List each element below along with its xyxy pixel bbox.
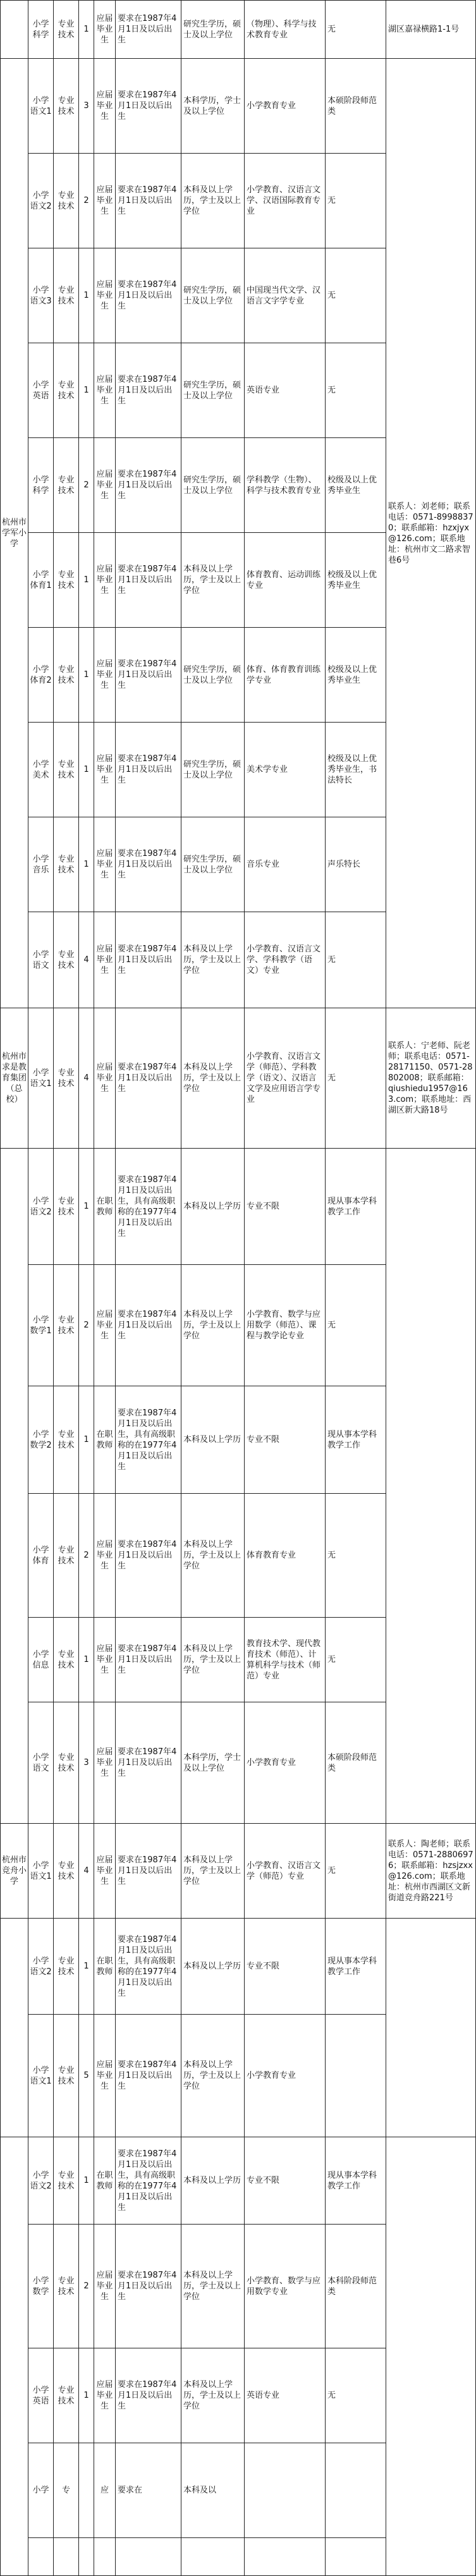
major-cell: 专业不限	[245, 1149, 326, 1265]
type-cell: 应届毕业生	[94, 628, 116, 723]
type-cell: 在职教师	[94, 1386, 116, 1494]
education-cell: 本科及以上学历	[181, 1386, 245, 1494]
major-cell: 小学教育专业	[245, 1702, 326, 1824]
count-cell: 1	[79, 248, 94, 343]
count-cell: 1	[79, 1386, 94, 1494]
education-cell: 本科及以上学历	[181, 2137, 245, 2225]
type-cell: 应届毕业生	[94, 2225, 116, 2348]
category-cell: 专业技术	[54, 723, 79, 817]
count-cell: 2	[79, 2225, 94, 2348]
count-cell: 4	[79, 912, 94, 1008]
count-cell: 4	[79, 1008, 94, 1149]
major-cell: 体育教育、运动训练专业	[245, 533, 326, 628]
school-cell	[1, 1, 28, 59]
post-cell: 小学英语	[28, 343, 54, 438]
education-cell: 本科及以上学历	[181, 1919, 245, 2015]
other-cell: 无	[326, 248, 386, 343]
age-cell: 要求在1987年4月1日及以后出生	[116, 2015, 181, 2137]
education-cell: 本科及以上学历，学士及以上学位	[181, 1494, 245, 1618]
count-cell: 1	[79, 1, 94, 59]
type-cell: 应届毕业生	[94, 2015, 116, 2137]
education-cell: 研究生学历，硕士及以上学位	[181, 248, 245, 343]
post-cell: 小学语文3	[28, 248, 54, 343]
category-cell: 专业技术	[54, 1265, 79, 1386]
other-cell: 本硕阶段师范类	[326, 1702, 386, 1824]
age-cell: 要求在1987年4月1日及以后出生	[116, 1265, 181, 1386]
category-cell	[54, 2538, 79, 2576]
education-cell: 本科及以上学历，学士及以上学位	[181, 2015, 245, 2137]
age-cell: 要求在1987年4月1日及以后出生，具有高级职称的在1977年4月1日及以后出生	[116, 1149, 181, 1265]
other-cell: 无	[326, 1618, 386, 1702]
age-cell: 要求在1987年4月1日及以后出生	[116, 248, 181, 343]
post-cell: 小学英语	[28, 2348, 54, 2443]
type-cell: 应届毕业生	[94, 1008, 116, 1149]
table-row	[1, 1919, 476, 2015]
post-cell: 小学语文2	[28, 1919, 54, 2015]
other-cell: 本硕阶段师范类	[326, 59, 386, 154]
other-cell: 无	[326, 1, 386, 59]
table-row	[1, 1, 476, 59]
count-cell: 2	[79, 154, 94, 248]
other-cell: 校级及以上优秀毕业生	[326, 628, 386, 723]
count-cell: 1	[79, 533, 94, 628]
other-cell: 现从事本学科教学工作	[326, 1919, 386, 2015]
post-cell: 小学数学	[28, 2225, 54, 2348]
contact-cell: 联系人：刘老师；联系电话：0571-89988370；联系邮箱：hzxjyx@126.com；联系地址：杭州市文二路求智巷6号	[386, 59, 476, 1008]
type-cell: 应届毕业生	[94, 154, 116, 248]
other-cell: 无	[326, 2348, 386, 2443]
major-cell: 专业不限	[245, 1386, 326, 1494]
major-cell: 小学教育、数学与应用数学专业	[245, 2225, 326, 2348]
type-cell: 应届毕业生	[94, 343, 116, 438]
education-cell: 本科学历，学士及以上学位	[181, 59, 245, 154]
other-cell: 无	[326, 1494, 386, 1618]
other-cell	[326, 2015, 386, 2137]
education-cell: 本科及以上学历	[181, 1149, 245, 1265]
major-cell: 小学教育、汉语言文学、学科教学（语文）专业	[245, 912, 326, 1008]
type-cell: 应	[94, 2443, 116, 2538]
contact-cell	[386, 1919, 476, 2137]
count-cell	[79, 2538, 94, 2576]
age-cell: 要求在	[116, 2443, 181, 2538]
count-cell: 4	[79, 1824, 94, 1919]
category-cell: 专业技术	[54, 1008, 79, 1149]
type-cell: 在职教师	[94, 2137, 116, 2225]
category-cell: 专	[54, 2443, 79, 2538]
category-cell: 专业技术	[54, 2015, 79, 2137]
type-cell: 应届毕业生	[94, 533, 116, 628]
age-cell: 要求在1987年4月1日及以后出生	[116, 628, 181, 723]
type-cell: 应届毕业生	[94, 912, 116, 1008]
category-cell: 专业技术	[54, 628, 79, 723]
age-cell: 要求在1987年4月1日及以后出生	[116, 343, 181, 438]
type-cell: 应届毕业生	[94, 1824, 116, 1919]
education-cell: 本科及以上学历，学士及以上学位	[181, 154, 245, 248]
other-cell: 本科阶段师范类	[326, 2225, 386, 2348]
education-cell: 本科及以上学历，学士及以上学位	[181, 1824, 245, 1919]
category-cell: 专业技术	[54, 1386, 79, 1494]
type-cell	[94, 2538, 116, 2576]
education-cell: 研究生学历，硕士及以上学位	[181, 343, 245, 438]
education-cell: 研究生学历，硕士及以上学位	[181, 628, 245, 723]
type-cell: 应届毕业生	[94, 1, 116, 59]
category-cell: 专业技术	[54, 2348, 79, 2443]
major-cell	[245, 2443, 326, 2538]
other-cell: 无	[326, 1824, 386, 1919]
post-cell: 小学语文2	[28, 2137, 54, 2225]
post-cell: 小学	[28, 2443, 54, 2538]
age-cell: 要求在1987年4月1日及以后出生	[116, 817, 181, 912]
age-cell: 要求在1987年4月1日及以后出生，具有高级职称的在1977年4月1日及以后出生	[116, 1919, 181, 2015]
count-cell: 1	[79, 2137, 94, 2225]
age-cell: 要求在1987年4月1日及以后出生	[116, 1702, 181, 1824]
type-cell: 应届毕业生	[94, 2348, 116, 2443]
age-cell: 要求在1987年4月1日及以后出生，具有高级职称的在1977年4月1日及以后出生	[116, 2137, 181, 2225]
major-cell: 小学教育、汉语言文学、汉语国际教育专业	[245, 154, 326, 248]
other-cell: 校级及以上优秀毕业生，书法特长	[326, 723, 386, 817]
age-cell: 要求在1987年4月1日及以后出生	[116, 1618, 181, 1702]
post-cell: 小学语文	[28, 912, 54, 1008]
age-cell: 要求在1987年4月1日及以后出生	[116, 154, 181, 248]
table-row	[1, 2137, 476, 2225]
category-cell: 专业技术	[54, 59, 79, 154]
education-cell: 研究生学历，硕士及以上学位	[181, 1, 245, 59]
table-row	[1, 1824, 476, 1919]
major-cell: 专业不限	[245, 2137, 326, 2225]
age-cell: 要求在1987年4月1日及以后出生，具有高级职称的在1977年4月1日及以后出生	[116, 1386, 181, 1494]
type-cell: 应届毕业生	[94, 248, 116, 343]
education-cell: 本科及以	[181, 2443, 245, 2538]
category-cell: 专业技术	[54, 1494, 79, 1618]
post-cell: 小学体育2	[28, 628, 54, 723]
education-cell: 本科及以上学历，学士及以上学位	[181, 912, 245, 1008]
count-cell: 1	[79, 817, 94, 912]
type-cell: 应届毕业生	[94, 817, 116, 912]
major-cell: 专业不限	[245, 1919, 326, 2015]
education-cell: 本科及以上学历，学士及以上学位	[181, 1008, 245, 1149]
contact-cell	[386, 1149, 476, 1824]
count-cell: 5	[79, 2015, 94, 2137]
other-cell: 声乐特长	[326, 817, 386, 912]
education-cell: 本科及以上学历，学士及以上学位	[181, 533, 245, 628]
education-cell: 本科及以上学历，学士及以上学位	[181, 2225, 245, 2348]
post-cell: 小学数学1	[28, 1265, 54, 1386]
other-cell: 现从事本学科教学工作	[326, 2137, 386, 2225]
other-cell: 无	[326, 912, 386, 1008]
post-cell: 小学语文2	[28, 154, 54, 248]
count-cell: 2	[79, 1494, 94, 1618]
school-cell	[1, 1919, 28, 2137]
type-cell: 应届毕业生	[94, 1618, 116, 1702]
category-cell: 专业技术	[54, 1149, 79, 1265]
count-cell: 3	[79, 59, 94, 154]
age-cell: 要求在1987年4月1日及以后出生	[116, 723, 181, 817]
post-cell: 小学体育1	[28, 533, 54, 628]
major-cell: 美术学专业	[245, 723, 326, 817]
count-cell: 1	[79, 2348, 94, 2443]
count-cell: 1	[79, 628, 94, 723]
major-cell: 小学教育、数学与应用数学（师范）、课程与教学论专业	[245, 1265, 326, 1386]
age-cell: 要求在1987年4月1日及以后出生	[116, 1824, 181, 1919]
age-cell: 要求在1987年4月1日及以后出生	[116, 1494, 181, 1618]
education-cell: 本科及以上学历，学士及以上学位	[181, 1618, 245, 1702]
category-cell: 专业技术	[54, 154, 79, 248]
major-cell: 小学教育专业	[245, 59, 326, 154]
post-cell: 小学科学	[28, 438, 54, 533]
major-cell: （物理）、科学与技术教育专业	[245, 1, 326, 59]
post-cell: 小学语文1	[28, 59, 54, 154]
major-cell: 教育技术学、现代教育技术（师范）、计算机科学与技术（师范）专业	[245, 1618, 326, 1702]
category-cell: 专业技术	[54, 248, 79, 343]
type-cell: 在职教师	[94, 1149, 116, 1265]
age-cell: 要求在1987年4月1日及以后出生	[116, 533, 181, 628]
education-cell: 研究生学历，硕士及以上学位	[181, 723, 245, 817]
post-cell: 小学语文1	[28, 1824, 54, 1919]
contact-cell: 湖区嘉禄横路1-1号	[386, 1, 476, 59]
other-cell	[326, 2538, 386, 2576]
other-cell: 无	[326, 343, 386, 438]
age-cell: 要求在1987年4月1日及以后出生	[116, 59, 181, 154]
post-cell: 小学信息	[28, 1618, 54, 1702]
other-cell: 现从事本学科教学工作	[326, 1149, 386, 1265]
type-cell: 应届毕业生	[94, 1494, 116, 1618]
school-cell: 杭州市竞舟小学	[1, 1824, 28, 1919]
education-cell: 本科学历，学士及以上学位	[181, 1702, 245, 1824]
category-cell: 专业技术	[54, 1, 79, 59]
category-cell: 专业技术	[54, 1824, 79, 1919]
table-row	[1, 1149, 476, 1265]
education-cell: 本科及以上学历，学士及以上学位	[181, 2348, 245, 2443]
major-cell: 小学教育、汉语言文学（师范）、学科教学（语文）、汉语言文学及应用语言学专业	[245, 1008, 326, 1149]
education-cell	[181, 2538, 245, 2576]
type-cell: 在职教师	[94, 1919, 116, 2015]
major-cell: 英语专业	[245, 2348, 326, 2443]
contact-cell	[386, 2137, 476, 2576]
post-cell: 小学语文1	[28, 1008, 54, 1149]
school-cell	[1, 1149, 28, 1824]
count-cell: 1	[79, 1618, 94, 1702]
category-cell: 专业技术	[54, 343, 79, 438]
post-cell: 小学语文	[28, 1702, 54, 1824]
post-cell: 小学语文1	[28, 2015, 54, 2137]
count-cell	[79, 2443, 94, 2538]
age-cell: 要求在1987年4月1日及以后出生	[116, 1, 181, 59]
school-cell: 杭州市求是教育集团（总校）	[1, 1008, 28, 1149]
type-cell: 应届毕业生	[94, 723, 116, 817]
school-cell: 杭州市学军小学	[1, 59, 28, 1008]
major-cell: 小学教育、汉语言文学（师范）专业	[245, 1824, 326, 1919]
major-cell	[245, 2538, 326, 2576]
other-cell: 无	[326, 1008, 386, 1149]
count-cell: 3	[79, 1702, 94, 1824]
category-cell: 专业技术	[54, 1919, 79, 2015]
major-cell: 音乐专业	[245, 817, 326, 912]
category-cell: 专业技术	[54, 912, 79, 1008]
type-cell: 应届毕业生	[94, 438, 116, 533]
post-cell: 小学语文2	[28, 1149, 54, 1265]
major-cell: 体育教育专业	[245, 1494, 326, 1618]
other-cell: 无	[326, 154, 386, 248]
category-cell: 专业技术	[54, 533, 79, 628]
table-row	[1, 1008, 476, 1149]
contact-cell: 联系人：宁老师、阮老师；联系电话：0571-28171150、0571-28802008；联系邮箱：qiushiedu1957@163.com；联系地址：西湖区新大路18号	[386, 1008, 476, 1149]
category-cell: 专业技术	[54, 438, 79, 533]
major-cell: 学科教学（生物）、科学与技术教育专业	[245, 438, 326, 533]
major-cell: 英语专业	[245, 343, 326, 438]
age-cell: 要求在1987年4月1日及以后出生	[116, 2225, 181, 2348]
category-cell: 专业技术	[54, 1702, 79, 1824]
category-cell: 专业技术	[54, 2225, 79, 2348]
post-cell	[28, 2538, 54, 2576]
major-cell: 小学教育专业	[245, 2015, 326, 2137]
category-cell: 专业技术	[54, 1618, 79, 1702]
type-cell: 应届毕业生	[94, 1702, 116, 1824]
post-cell: 小学美术	[28, 723, 54, 817]
contact-cell: 联系人：陶老师；联系电话：0571-28806976；联系邮箱：hzsjzxx@126.com；联系地址：杭州市西湖区文新街道竞舟路221号	[386, 1824, 476, 1919]
education-cell: 本科及以上学历，学士及以上学位	[181, 1265, 245, 1386]
other-cell: 现从事本学科教学工作	[326, 1386, 386, 1494]
count-cell: 2	[79, 1265, 94, 1386]
count-cell: 1	[79, 1149, 94, 1265]
count-cell: 1	[79, 1919, 94, 2015]
category-cell: 专业技术	[54, 2137, 79, 2225]
major-cell: 体育、体育教育训练学专业	[245, 628, 326, 723]
post-cell: 小学科学	[28, 1, 54, 59]
age-cell: 要求在1987年4月1日及以后出生	[116, 438, 181, 533]
count-cell: 1	[79, 723, 94, 817]
age-cell: 要求在1987年4月1日及以后出生	[116, 1008, 181, 1149]
other-cell: 校级及以上优秀毕业生	[326, 438, 386, 533]
other-cell: 无	[326, 1265, 386, 1386]
count-cell: 1	[79, 343, 94, 438]
age-cell: 要求在1987年4月1日及以后出生	[116, 2348, 181, 2443]
post-cell: 小学体育	[28, 1494, 54, 1618]
school-cell	[1, 2137, 28, 2576]
other-cell	[326, 2443, 386, 2538]
post-cell: 小学数学2	[28, 1386, 54, 1494]
type-cell: 应届毕业生	[94, 1265, 116, 1386]
age-cell: 要求在1987年4月1日及以后出生	[116, 912, 181, 1008]
education-cell: 研究生学历，硕士及以上学位	[181, 817, 245, 912]
count-cell: 2	[79, 438, 94, 533]
post-cell: 小学音乐	[28, 817, 54, 912]
major-cell: 中国现当代文学、汉语言文字学专业	[245, 248, 326, 343]
education-cell: 研究生学历，硕士及以上学位	[181, 438, 245, 533]
table-row	[1, 59, 476, 154]
type-cell: 应届毕业生	[94, 59, 116, 154]
other-cell: 校级及以上优秀毕业生	[326, 533, 386, 628]
age-cell	[116, 2538, 181, 2576]
category-cell: 专业技术	[54, 817, 79, 912]
